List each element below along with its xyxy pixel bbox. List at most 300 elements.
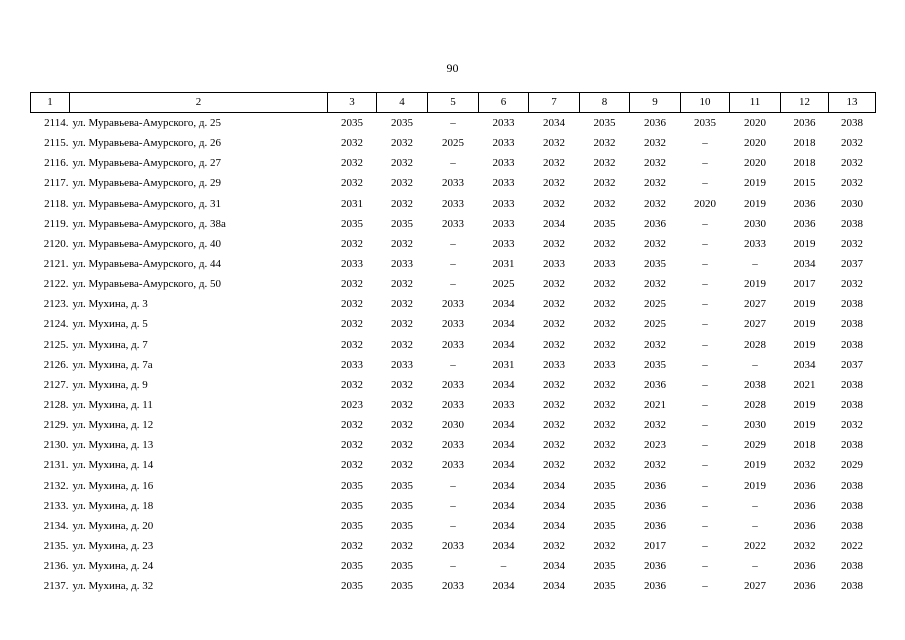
column-header-7: 7 — [529, 93, 580, 113]
table-row — [31, 314, 876, 334]
year-cell: 2033 — [442, 439, 464, 452]
year-cell: 2035 — [644, 258, 666, 271]
year-cell: 2033 — [442, 298, 464, 311]
year-cell: 2038 — [841, 399, 863, 412]
year-cell: 2032 — [341, 439, 363, 452]
year-cell: 2035 — [341, 479, 363, 492]
year-cell: 2032 — [593, 419, 616, 432]
table-row — [31, 435, 876, 455]
table-row — [31, 234, 876, 254]
year-cell: 2018 — [793, 439, 816, 452]
year-cell: 2021 — [793, 378, 816, 391]
year-cell: 2032 — [543, 338, 565, 351]
table-row — [31, 194, 876, 214]
address-cell: ул. Муравьева-Амурского, д. 26 — [72, 137, 221, 150]
year-cell: 2019 — [793, 298, 816, 311]
year-cell: 2035 — [593, 479, 616, 492]
year-cell: 2034 — [492, 540, 515, 553]
address-cell: ул. Мухина, д. 7а — [72, 358, 153, 371]
year-cell: 2032 — [391, 338, 413, 351]
table-body — [31, 113, 876, 597]
year-cell: – — [702, 560, 708, 573]
year-cell: 2019 — [793, 237, 816, 250]
year-cell: 2034 — [543, 499, 565, 512]
year-cell: – — [702, 580, 708, 593]
address-cell: ул. Мухина, д. 12 — [72, 419, 154, 432]
table-row — [31, 496, 876, 516]
year-cell: 2035 — [644, 358, 666, 371]
year-cell: 2035 — [341, 519, 363, 532]
column-header-8: 8 — [580, 93, 630, 113]
year-cell: 2032 — [593, 197, 616, 210]
table-row — [31, 576, 876, 596]
year-cell: – — [702, 358, 708, 371]
year-cell: 2032 — [841, 419, 863, 432]
year-cell: 2035 — [341, 560, 363, 573]
column-header-2: 2 — [70, 93, 328, 113]
year-cell: 2032 — [391, 318, 413, 331]
address-cell: ул. Мухина, д. 3 — [72, 298, 148, 311]
year-cell: – — [752, 258, 758, 271]
year-cell: – — [752, 519, 758, 532]
year-cell: 2032 — [391, 540, 413, 553]
year-cell: 2032 — [593, 278, 616, 291]
address-cell: ул. Муравьева-Амурского, д. 44 — [72, 258, 221, 271]
address-cell: ул. Мухина, д. 18 — [72, 499, 154, 512]
year-cell: – — [702, 217, 708, 230]
year-cell: 2036 — [793, 560, 816, 573]
year-cell: 2025 — [644, 318, 666, 331]
year-cell: 2032 — [543, 177, 565, 190]
column-header-4: 4 — [377, 93, 428, 113]
year-cell: 2032 — [644, 157, 666, 170]
year-cell: 2034 — [492, 580, 515, 593]
table-row — [31, 214, 876, 234]
year-cell: 2032 — [341, 137, 363, 150]
year-cell: 2032 — [341, 338, 363, 351]
year-cell: 2037 — [841, 258, 863, 271]
year-cell: – — [702, 137, 708, 150]
year-cell: 2034 — [492, 479, 515, 492]
year-cell: 2032 — [593, 137, 616, 150]
year-cell: 2019 — [793, 419, 816, 432]
year-cell: 2020 — [744, 157, 766, 170]
year-cell: 2032 — [543, 157, 565, 170]
year-cell: 2035 — [391, 479, 413, 492]
year-cell: 2023 — [644, 439, 666, 452]
year-cell: 2017 — [644, 540, 666, 553]
row-number: 2117. — [44, 177, 69, 190]
year-cell: 2036 — [644, 217, 666, 230]
year-cell: – — [702, 399, 708, 412]
year-cell: 2034 — [492, 378, 515, 391]
year-cell: 2032 — [841, 177, 863, 190]
year-cell: 2036 — [793, 197, 816, 210]
year-cell: 2032 — [391, 157, 413, 170]
address-cell: ул. Муравьева-Амурского, д. 40 — [72, 237, 221, 250]
year-cell: – — [752, 560, 758, 573]
row-number: 2131. — [43, 459, 69, 472]
row-number: 2130. — [43, 439, 69, 452]
year-cell: 2032 — [341, 157, 363, 170]
year-cell: 2032 — [341, 177, 363, 190]
year-cell: – — [450, 157, 456, 170]
year-cell: 2032 — [841, 137, 863, 150]
column-header-10: 10 — [681, 93, 730, 113]
row-number: 2127. — [43, 378, 69, 391]
year-cell: 2034 — [492, 419, 515, 432]
year-cell: 2032 — [543, 197, 565, 210]
year-cell: 2032 — [543, 237, 565, 250]
address-cell: ул. Муравьева-Амурского, д. 29 — [72, 177, 221, 190]
year-cell: 2033 — [442, 177, 464, 190]
address-cell: ул. Мухина, д. 24 — [72, 560, 154, 573]
year-cell: 2032 — [593, 378, 616, 391]
year-cell: – — [702, 177, 708, 190]
year-cell: 2032 — [391, 137, 413, 150]
year-cell: 2018 — [793, 137, 816, 150]
year-cell: 2032 — [391, 419, 413, 432]
column-header-1: 1 — [31, 93, 70, 113]
year-cell: 2019 — [793, 338, 816, 351]
year-cell: – — [702, 499, 708, 512]
year-cell: 2035 — [593, 519, 616, 532]
year-cell: 2020 — [694, 197, 716, 210]
year-cell: 2033 — [442, 378, 464, 391]
row-number: 2116. — [44, 157, 69, 170]
year-cell: 2038 — [841, 499, 863, 512]
year-cell: 2015 — [793, 177, 816, 190]
year-cell: 2019 — [744, 479, 766, 492]
year-cell: 2036 — [644, 580, 666, 593]
year-cell: 2033 — [442, 318, 464, 331]
year-cell: 2034 — [543, 479, 565, 492]
table-row — [31, 133, 876, 153]
year-cell: – — [702, 479, 708, 492]
year-cell: 2032 — [543, 439, 565, 452]
year-cell: 2035 — [391, 499, 413, 512]
row-number: 2125. — [43, 338, 69, 351]
year-cell: 2027 — [744, 318, 766, 331]
column-header-13: 13 — [829, 93, 876, 113]
address-cell: ул. Мухина, д. 14 — [72, 459, 154, 472]
year-cell: 2018 — [793, 157, 816, 170]
row-number: 2118. — [44, 197, 69, 210]
year-cell: 2019 — [793, 318, 816, 331]
year-cell: 2038 — [841, 217, 863, 230]
year-cell: 2022 — [744, 540, 766, 553]
year-cell: 2034 — [543, 560, 565, 573]
year-cell: – — [702, 540, 708, 553]
table-row — [31, 536, 876, 556]
year-cell: 2034 — [492, 499, 515, 512]
year-cell: 2032 — [341, 237, 363, 250]
year-cell: 2034 — [492, 298, 515, 311]
year-cell: 2033 — [442, 217, 464, 230]
year-cell: – — [752, 358, 758, 371]
year-cell: 2034 — [543, 217, 565, 230]
year-cell: 2032 — [593, 540, 616, 553]
row-number: 2135. — [43, 540, 69, 553]
row-number: 2123. — [43, 298, 69, 311]
table-row — [31, 274, 876, 294]
year-cell: 2035 — [341, 580, 363, 593]
address-cell: ул. Мухина, д. 7 — [72, 338, 148, 351]
year-cell: 2032 — [841, 157, 863, 170]
year-cell: 2022 — [841, 540, 863, 553]
year-cell: 2036 — [793, 479, 816, 492]
table-row — [31, 355, 876, 375]
year-cell: 2032 — [593, 318, 616, 331]
table-row — [31, 173, 876, 193]
row-number: 2119. — [44, 217, 69, 230]
year-cell: – — [500, 560, 507, 573]
year-cell: 2035 — [341, 499, 363, 512]
year-cell: 2032 — [341, 278, 363, 291]
table-row — [31, 476, 876, 496]
year-cell: 2033 — [442, 399, 464, 412]
year-cell: 2032 — [391, 278, 413, 291]
year-cell: – — [702, 278, 708, 291]
year-cell: 2032 — [543, 278, 565, 291]
address-cell: ул. Мухина, д. 20 — [72, 519, 154, 532]
year-cell: 2033 — [492, 117, 515, 130]
year-cell: – — [450, 258, 456, 271]
row-number: 2128. — [43, 399, 69, 412]
year-cell: 2032 — [341, 540, 363, 553]
year-cell: 2033 — [744, 237, 766, 250]
year-cell: 2032 — [644, 278, 666, 291]
row-number: 2122. — [43, 278, 69, 291]
address-cell: ул. Мухина, д. 5 — [72, 318, 148, 331]
year-cell: 2036 — [644, 560, 666, 573]
year-cell: 2034 — [492, 338, 515, 351]
column-header-11: 11 — [730, 93, 781, 113]
year-cell: 2019 — [744, 197, 766, 210]
year-cell: 2032 — [543, 318, 565, 331]
year-cell: 2032 — [644, 459, 666, 472]
year-cell: 2033 — [341, 358, 363, 371]
year-cell: 2029 — [744, 439, 766, 452]
year-cell: – — [450, 519, 456, 532]
year-cell: 2035 — [593, 580, 616, 593]
address-cell: ул. Мухина, д. 13 — [72, 439, 154, 452]
address-cell: ул. Муравьева-Амурского, д. 38а — [72, 217, 226, 230]
year-cell: – — [702, 318, 708, 331]
year-cell: 2036 — [793, 519, 816, 532]
year-cell: 2034 — [793, 258, 816, 271]
table-row — [31, 395, 876, 415]
year-cell: 2032 — [341, 419, 363, 432]
year-cell: 2035 — [694, 117, 716, 130]
address-cell: ул. Мухина, д. 11 — [72, 399, 153, 412]
year-cell: 2032 — [543, 540, 565, 553]
year-cell: 2032 — [593, 298, 616, 311]
year-cell: 2038 — [841, 298, 863, 311]
year-cell: 2020 — [744, 137, 766, 150]
table-row — [31, 556, 876, 576]
year-cell: 2032 — [341, 318, 363, 331]
year-cell: 2033 — [391, 358, 413, 371]
year-cell: 2038 — [841, 560, 863, 573]
column-header-9: 9 — [630, 93, 681, 113]
year-cell: 2035 — [391, 519, 413, 532]
year-cell: 2031 — [492, 358, 515, 371]
year-cell: 2036 — [793, 580, 816, 593]
year-cell: 2032 — [391, 298, 413, 311]
year-cell: 2032 — [793, 540, 816, 553]
year-cell: 2033 — [492, 217, 515, 230]
year-cell: 2033 — [442, 580, 464, 593]
header-row — [31, 93, 876, 113]
year-cell: 2032 — [593, 439, 616, 452]
year-cell: 2025 — [492, 278, 515, 291]
year-cell: 2032 — [543, 137, 565, 150]
year-cell: 2032 — [593, 399, 616, 412]
year-cell: 2033 — [543, 358, 565, 371]
year-cell: 2032 — [543, 419, 565, 432]
year-cell: 2038 — [841, 519, 863, 532]
row-number: 2134. — [43, 519, 69, 532]
year-cell: 2032 — [341, 378, 363, 391]
year-cell: – — [450, 358, 456, 371]
year-cell: 2038 — [841, 117, 863, 130]
year-cell: 2038 — [841, 378, 863, 391]
year-cell: 2017 — [793, 278, 816, 291]
year-cell: 2033 — [492, 237, 515, 250]
year-cell: 2035 — [341, 217, 363, 230]
year-cell: 2033 — [442, 338, 464, 351]
year-cell: 2035 — [341, 117, 363, 130]
year-cell: 2032 — [841, 278, 863, 291]
year-cell: 2030 — [841, 197, 863, 210]
year-cell: 2019 — [744, 278, 766, 291]
year-cell: 2034 — [492, 459, 515, 472]
year-cell: 2032 — [341, 459, 363, 472]
year-cell: 2032 — [391, 378, 413, 391]
year-cell: 2038 — [841, 580, 863, 593]
address-cell: ул. Муравьева-Амурского, д. 25 — [72, 117, 221, 130]
year-cell: 2032 — [644, 197, 666, 210]
year-cell: 2032 — [593, 338, 616, 351]
column-header-3: 3 — [328, 93, 377, 113]
year-cell: 2027 — [744, 580, 766, 593]
year-cell: 2032 — [793, 459, 816, 472]
year-cell: 2027 — [744, 298, 766, 311]
year-cell: 2021 — [644, 399, 666, 412]
row-number: 2120. — [43, 237, 69, 250]
address-cell: ул. Мухина, д. 9 — [72, 378, 148, 391]
address-cell: ул. Муравьева-Амурского, д. 27 — [72, 157, 221, 170]
year-cell: 2028 — [744, 399, 766, 412]
year-cell: 2023 — [341, 399, 363, 412]
year-cell: 2038 — [841, 318, 863, 331]
year-cell: 2020 — [744, 117, 766, 130]
year-cell: 2034 — [492, 318, 515, 331]
year-cell: 2036 — [644, 519, 666, 532]
year-cell: 2033 — [492, 399, 515, 412]
year-cell: 2038 — [841, 439, 863, 452]
year-cell: 2038 — [841, 479, 863, 492]
row-number: 2129. — [43, 419, 69, 432]
year-cell: 2033 — [593, 258, 616, 271]
year-cell: 2033 — [543, 258, 565, 271]
year-cell: – — [702, 298, 708, 311]
table-row — [31, 335, 876, 355]
year-cell: 2032 — [644, 338, 666, 351]
year-cell: 2038 — [841, 338, 863, 351]
table-row — [31, 254, 876, 274]
year-cell: 2032 — [543, 459, 565, 472]
year-cell: – — [702, 459, 708, 472]
year-cell: 2032 — [593, 157, 616, 170]
year-cell: 2019 — [793, 399, 816, 412]
row-number: 2121. — [43, 258, 69, 271]
year-cell: – — [702, 338, 708, 351]
year-cell: 2034 — [543, 519, 565, 532]
year-cell: 2034 — [543, 580, 565, 593]
table-row — [31, 153, 876, 173]
row-number: 2133. — [43, 499, 69, 512]
year-cell: 2032 — [391, 237, 413, 250]
year-cell: 2033 — [593, 358, 616, 371]
address-cell: ул. Муравьева-Амурского, д. 50 — [72, 278, 221, 291]
year-cell: 2030 — [442, 419, 464, 432]
year-cell: 2037 — [841, 358, 863, 371]
year-cell: – — [702, 237, 708, 250]
address-cell: ул. Мухина, д. 32 — [72, 580, 154, 593]
row-number: 2124. — [43, 318, 69, 331]
year-cell: 2033 — [341, 258, 363, 271]
year-cell: 2035 — [391, 580, 413, 593]
year-cell: – — [702, 378, 708, 391]
year-cell: 2035 — [593, 560, 616, 573]
table-header — [31, 93, 876, 113]
year-cell: 2036 — [793, 117, 816, 130]
data-table — [30, 92, 876, 596]
year-cell: 2032 — [543, 399, 565, 412]
year-cell: 2035 — [593, 117, 616, 130]
table-row — [31, 455, 876, 475]
year-cell: 2028 — [744, 338, 766, 351]
year-cell: 2036 — [644, 117, 666, 130]
column-header-5: 5 — [428, 93, 479, 113]
year-cell: 2032 — [391, 197, 413, 210]
year-cell: – — [450, 278, 456, 291]
year-cell: – — [450, 499, 456, 512]
year-cell: 2029 — [841, 459, 863, 472]
year-cell: 2035 — [391, 217, 413, 230]
address-cell: ул. Муравьева-Амурского, д. 31 — [72, 197, 221, 210]
table-row — [31, 113, 876, 134]
row-number: 2126. — [43, 358, 69, 371]
year-cell: 2035 — [593, 217, 616, 230]
year-cell: – — [702, 519, 708, 532]
year-cell: 2033 — [492, 197, 515, 210]
year-cell: – — [752, 499, 758, 512]
year-cell: 2032 — [593, 459, 616, 472]
table-row — [31, 375, 876, 395]
year-cell: 2032 — [341, 298, 363, 311]
address-cell: ул. Мухина, д. 23 — [72, 540, 154, 553]
year-cell: – — [450, 117, 456, 130]
year-cell: – — [702, 157, 708, 170]
year-cell: 2019 — [744, 459, 766, 472]
year-cell: 2034 — [793, 358, 816, 371]
year-cell: 2038 — [744, 378, 766, 391]
year-cell: 2031 — [492, 258, 515, 271]
year-cell: 2032 — [391, 439, 413, 452]
